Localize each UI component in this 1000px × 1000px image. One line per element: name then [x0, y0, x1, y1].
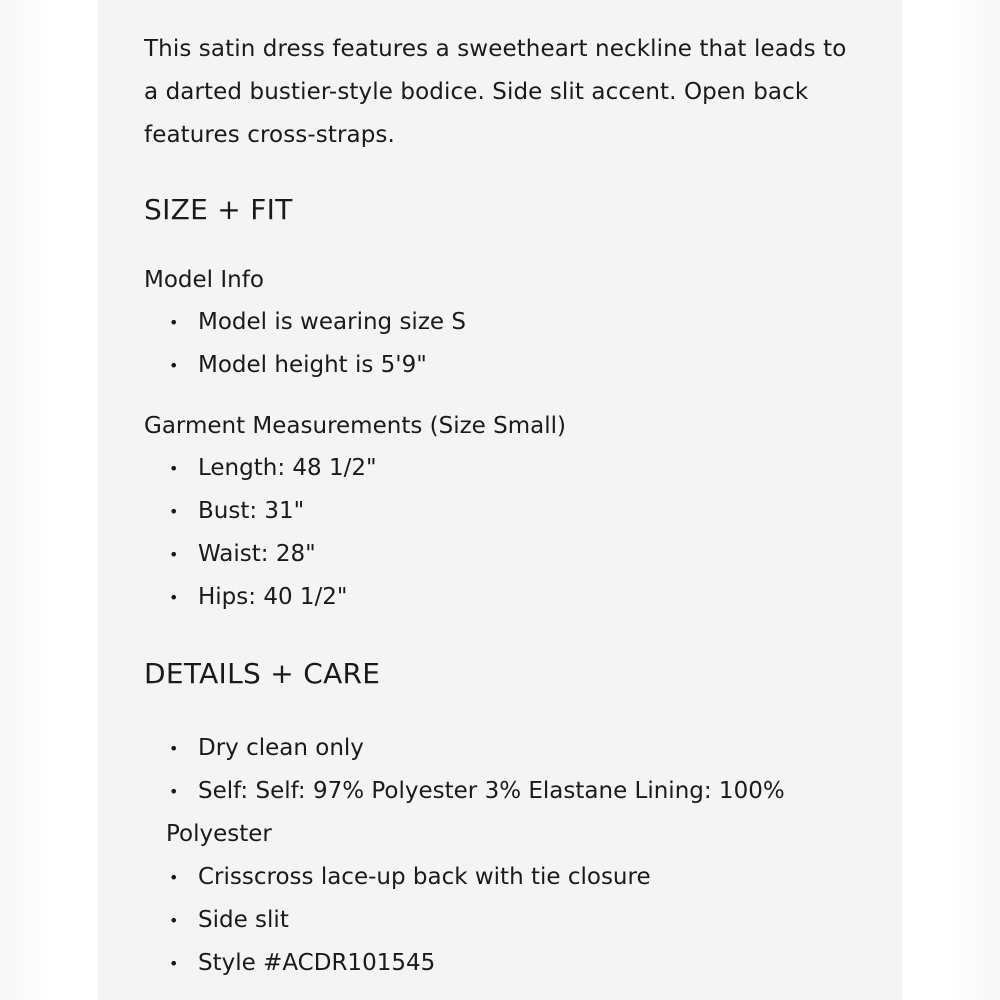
list-item — [144, 344, 862, 387]
list-item — [144, 899, 862, 942]
bullet-icon: • — [169, 954, 179, 973]
list-item — [144, 301, 862, 344]
list-item-text: Self: Self: 97% Polyester 3% Elastane Lining: 100% — [198, 778, 785, 804]
list-item-text: Model is wearing size S — [198, 309, 466, 335]
bullet-icon: • — [169, 356, 179, 375]
bullet-icon: • — [169, 588, 179, 607]
list-item — [144, 727, 862, 770]
product-details-card[interactable] — [98, 0, 902, 1000]
list-item-text: Bust: 31" — [198, 498, 305, 524]
bullet-icon: • — [169, 459, 179, 478]
list-item-text: Style #ACDR101545 — [198, 950, 436, 976]
list-item — [144, 447, 862, 490]
size-fit-heading: SIZE + FIT — [144, 193, 293, 226]
list-item — [144, 490, 862, 533]
page-edge-left — [0, 0, 52, 1000]
product-description: This satin dress features a sweetheart neckline that leads to a darted bustier-style bodice. Side slit accent. Open back features cross-straps. — [144, 36, 847, 148]
model-info-list — [144, 301, 862, 387]
garment-measurements-heading: Garment Measurements (Size Small) — [144, 413, 566, 439]
list-item — [144, 856, 862, 899]
model-info-heading: Model Info — [144, 267, 264, 293]
list-item-text: Hips: 40 1/2" — [198, 584, 348, 610]
list-item — [144, 533, 862, 576]
garment-measurements-list — [144, 447, 862, 619]
list-item-text: Side slit — [198, 907, 289, 933]
list-item — [144, 942, 862, 985]
list-item — [144, 770, 862, 856]
list-item-text: Crisscross lace-up back with tie closure — [198, 864, 651, 890]
list-item-text: Dry clean only — [198, 735, 364, 761]
bullet-icon: • — [169, 313, 179, 332]
bullet-icon: • — [169, 545, 179, 564]
list-item — [144, 576, 862, 619]
details-care-heading: DETAILS + CARE — [144, 657, 381, 690]
list-item-text: Model height is 5'9" — [198, 352, 427, 378]
bullet-icon: • — [169, 868, 179, 887]
page-edge-right — [948, 0, 1000, 1000]
list-item-text: Waist: 28" — [198, 541, 316, 567]
list-item-text-continuation: Polyester — [166, 821, 272, 847]
bullet-icon: • — [169, 782, 179, 801]
details-care-list — [144, 727, 862, 985]
bullet-icon: • — [169, 502, 179, 521]
bullet-icon: • — [169, 911, 179, 930]
list-item-text: Length: 48 1/2" — [198, 455, 377, 481]
bullet-icon: • — [169, 739, 179, 758]
